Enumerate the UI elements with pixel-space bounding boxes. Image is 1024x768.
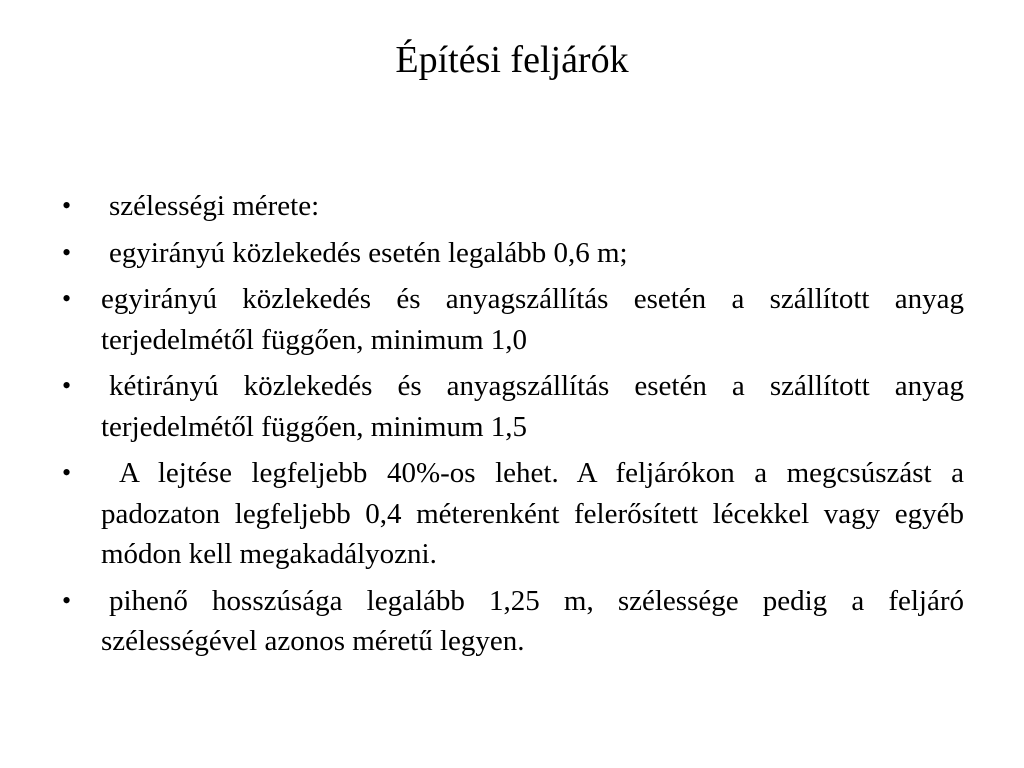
bullet-text: egyirányú közlekedés esetén legalább 0,6 m; <box>109 236 628 269</box>
bullet-dot-icon: • <box>62 371 72 400</box>
bullet-dot-icon: • <box>62 458 72 487</box>
bullet-dot-icon: • <box>62 191 72 220</box>
bullet-dot-icon: • <box>62 284 72 313</box>
bullet-text: szélességi mérete: <box>109 190 320 222</box>
bullet-item <box>60 233 964 274</box>
bullet-list <box>60 186 964 668</box>
bullet-dot-icon: • <box>62 585 72 615</box>
bullet-item <box>60 581 964 662</box>
bullet-text: pihenő hosszúsága legalább 1,25 m, szélessége pedig a feljáró szélességével azonos méretű legyen. <box>101 584 964 657</box>
bullet-text: kétirányú közlekedés és anyagszállítás esetén a szállított anyag terjedelmétől függően, minimum 1,5 <box>101 370 964 443</box>
bullet-text: egyirányú közlekedés és anyagszállítás esetén a szállított anyag terjedelmétől függően, minimum 1,0 <box>101 283 964 356</box>
bullet-item <box>60 366 964 447</box>
bullet-item <box>60 453 964 575</box>
bullet-dot-icon: • <box>62 237 72 267</box>
bullet-text: A lejtése legfeljebb 40%-os lehet. A feljárókon a megcsúszást a padozaton legfeljebb 0,4 méterenként felerősített lécekkel vagy egyéb módon kell megakadályozni. <box>101 457 964 570</box>
bullet-item <box>60 186 964 227</box>
slide-title: Építési feljárók <box>395 39 629 81</box>
bullet-item <box>60 279 964 360</box>
